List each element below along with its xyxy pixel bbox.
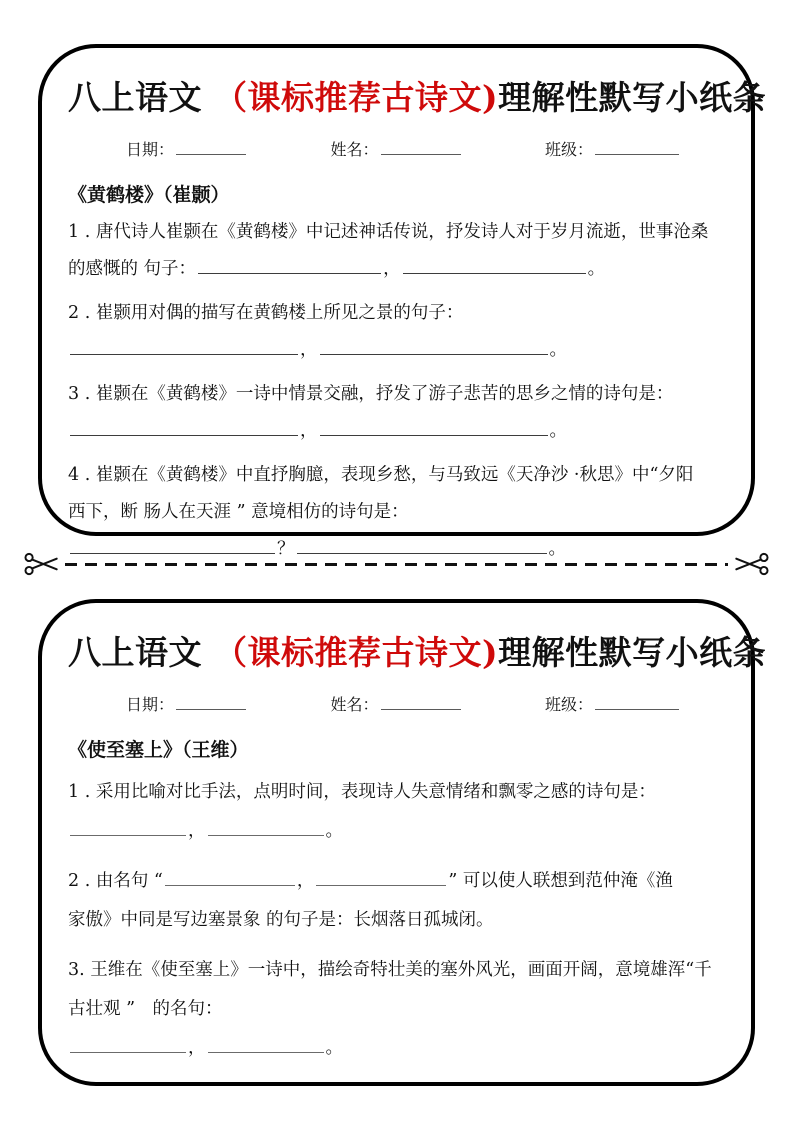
- slip-card-1: [38, 44, 767, 559]
- date-field: [126, 692, 248, 715]
- class-field: [545, 692, 681, 715]
- cut-line: [24, 548, 769, 580]
- period: 。: [325, 821, 343, 841]
- fields-row: [126, 692, 681, 715]
- answer-blank: [320, 337, 548, 355]
- question-4-text-2: 西下，断 肠人在天涯 ” 意境相仿的诗句是：: [68, 502, 409, 522]
- class-label: 班级：: [544, 695, 593, 714]
- period: 。: [548, 539, 566, 559]
- question-3: [68, 376, 723, 450]
- class-field: [545, 137, 681, 160]
- comma: ，: [300, 340, 318, 360]
- class-blank: [595, 694, 679, 710]
- period: 。: [325, 1038, 343, 1058]
- poem-title-huanghelou: 《黄鹤楼》（崔颢）: [68, 184, 230, 206]
- question-1-answer-line: [68, 251, 723, 288]
- period: 。: [549, 421, 567, 441]
- title-red-part: （课标推荐古诗文): [214, 633, 499, 672]
- question-2: [68, 862, 723, 940]
- answer-blank: [208, 1035, 324, 1053]
- question-2-text: 2 . 崔颢用对偶的描写在黄鹤楼上所见之景的句子：: [68, 303, 464, 323]
- question-2-text-2: 家傲》中同是写边塞景象 的句子是：长烟落日孤城闭。: [68, 910, 494, 930]
- question-3: [68, 951, 723, 1068]
- poem-title-shizhisaishang: 《使至塞上》（王维）: [68, 739, 249, 761]
- name-blank: [381, 139, 461, 155]
- name-label: 姓名：: [330, 140, 379, 159]
- name-label: 姓名：: [330, 695, 379, 714]
- question-1-answer-line: [68, 812, 723, 851]
- question-1: [68, 773, 723, 851]
- answer-blank: [320, 418, 548, 436]
- comma: ，: [296, 871, 315, 891]
- question-mark: ？: [277, 539, 295, 559]
- date-blank: [176, 139, 246, 155]
- title-black-prefix: 八上语文: [68, 633, 214, 672]
- answer-blank: [70, 1035, 186, 1053]
- scissors-icon: [24, 551, 60, 577]
- period: 。: [549, 340, 567, 360]
- question-2-text-1: [68, 862, 723, 901]
- answer-blank: [70, 818, 186, 836]
- dashed-cut-line: [65, 563, 728, 566]
- answer-blank: [316, 868, 446, 886]
- date-label: 日期：: [126, 140, 175, 159]
- slip1-title: [68, 72, 767, 119]
- question-3-answer-line: [68, 413, 723, 450]
- question-2-answer-line: [68, 332, 723, 369]
- date-label: 日期：: [126, 695, 175, 714]
- name-field: [330, 137, 462, 160]
- question-2: [68, 295, 723, 369]
- title-red-part: （课标推荐古诗文): [214, 78, 499, 117]
- question-3-text-2: 古壮观 ” 的名句：: [68, 999, 223, 1019]
- answer-blank: [198, 256, 381, 274]
- date-blank: [176, 694, 246, 710]
- title-black-suffix: 理解性默写小纸条: [498, 633, 767, 672]
- question-1-label: 的感慨的 句子：: [68, 259, 197, 279]
- title-black-prefix: 八上语文: [68, 78, 214, 117]
- question-3-text-1: 3. 王维在《使至塞上》一诗中，描绘奇特壮美的塞外风光，画面开阔，意境雄浑“千: [68, 960, 712, 980]
- question-1-text: 1 . 唐代诗人崔颢在《黄鹤楼》中记述神话传说，抒发诗人对于岁月流逝，世事沧桑: [68, 222, 709, 242]
- comma: ，: [300, 421, 318, 441]
- answer-blank: [70, 337, 298, 355]
- comma: ，: [383, 259, 401, 279]
- question-3-text: 3 . 崔颢在《黄鹤楼》一诗中情景交融，抒发了游子悲苦的思乡之情的诗句是：: [68, 384, 674, 404]
- question-1: [68, 214, 723, 288]
- answer-blank: [165, 868, 295, 886]
- question-4-text-1: 4 . 崔颢在《黄鹤楼》中直抒胸臆，表现乡愁，与马致远《天净沙 ·秋思》中“夕阳: [68, 465, 694, 485]
- question-3-answer-line: [68, 1029, 723, 1068]
- answer-blank: [403, 256, 586, 274]
- title-black-suffix: 理解性默写小纸条: [498, 78, 767, 117]
- fields-row: [126, 137, 681, 160]
- answer-blank: [70, 418, 298, 436]
- class-label: 班级：: [544, 140, 593, 159]
- name-field: [330, 692, 462, 715]
- name-blank: [381, 694, 461, 710]
- slip-card-2: [38, 599, 767, 1086]
- question-1-text: 1 . 采用比喻对比手法，点明时间，表现诗人失意情绪和飘零之感的诗句是：: [68, 782, 656, 802]
- period: 。: [587, 259, 606, 279]
- scissors-icon: [733, 551, 769, 577]
- answer-blank: [208, 818, 324, 836]
- date-field: [126, 137, 248, 160]
- slip2-title: [68, 627, 767, 674]
- comma: ，: [188, 1038, 206, 1058]
- comma: ，: [188, 821, 206, 841]
- question-2-prefix: 2 . 由名句 “: [68, 871, 163, 891]
- class-blank: [595, 139, 679, 155]
- question-2-suffix: ” 可以使人联想到范仲淹《渔: [448, 871, 673, 891]
